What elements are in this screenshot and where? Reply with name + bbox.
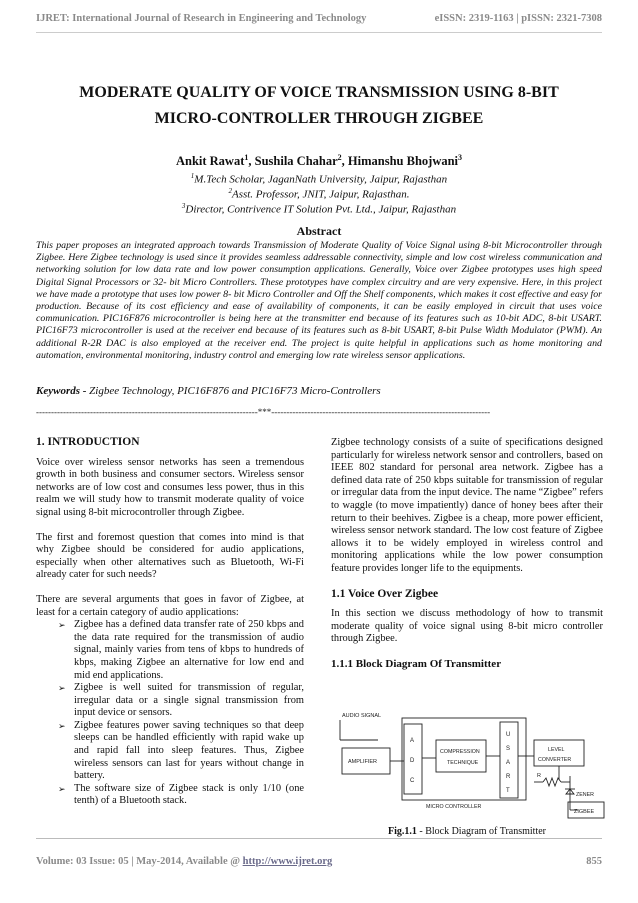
label-usart-t: T	[506, 788, 510, 794]
section-separator: --------------------------------------------------------------------------***-------------------------------------------------------------------------	[36, 407, 491, 417]
label-converter: CONVERTER	[538, 757, 572, 763]
label-usart-a: A	[506, 760, 511, 766]
keywords-label: Keywords -	[36, 385, 87, 397]
label-zigbee: ZIGBEE	[574, 809, 595, 815]
voice-paragraph: In this section we discuss methodology of how to transmit moderate quality of voice signal using 8-bit micro controller through Zigbee.	[331, 608, 603, 645]
voice-over-zigbee-heading: 1.1 Voice Over Zigbee	[331, 587, 439, 600]
footer-rule	[36, 838, 602, 839]
block-diagram-heading: 1.1.1 Block Diagram Of Transmitter	[331, 657, 502, 670]
transmitter-block-diagram	[338, 710, 606, 820]
label-resistor: R	[537, 773, 541, 779]
label-usart-r: R	[506, 774, 511, 780]
arrow-bullet-icon: ➢	[58, 783, 66, 794]
author-1: Ankit Rawat	[175, 154, 245, 169]
label-amplifier: AMPLIFIER	[348, 759, 378, 765]
keywords-text: Zigbee Technology, PIC16F876 and PIC16F73 Micro-Controllers	[89, 385, 381, 397]
label-adc-c: C	[410, 778, 415, 784]
label-micro-controller: MICRO CONTROLLER	[426, 804, 482, 810]
left-column	[36, 436, 304, 808]
author-3: Himanshu Bhojwani	[347, 154, 459, 169]
footer-volume	[36, 856, 332, 867]
list-item-text: Zigbee is well suited for transmission of regular, irregular data or a single signal transmission from input device or sensors.	[74, 682, 304, 719]
journal-header: IJRET: International Journal of Research in Engineering and Technology	[36, 13, 367, 24]
paper-title	[20, 80, 618, 132]
affiliation-2-text: Asst. Professor, JNIT, Jaipur, Rajasthan.	[231, 188, 410, 201]
intro-paragraph-1: Voice over wireless sensor networks has seen a tremendous growth in both business and consumer sectors. Wireless sensor networks are of low cost and consumes less power, thus in this realm we will study how to transmit moderate quality of voice signal using 8-bit microcontroller through Zigbee.	[36, 456, 304, 518]
advantages-list	[36, 619, 304, 808]
intro-paragraph-3: There are several arguments that goes in favor of Zigbee, at least for a certain category of audio applications:	[36, 593, 304, 618]
affiliation-2	[20, 187, 618, 201]
list-item-text: The software size of Zigbee stack is only 1/10 (one tenth) of a Bluetooth stack.	[74, 782, 304, 807]
label-usart-s: S	[506, 746, 511, 752]
list-item	[58, 783, 304, 808]
author-2: Sushila Chahar	[254, 154, 338, 169]
header-rule	[36, 32, 602, 33]
label-level: LEVEL	[548, 747, 565, 753]
figure-caption-text: - Block Diagram of Transmitter	[416, 826, 547, 837]
affiliation-1-sup: 1	[190, 172, 195, 180]
arrow-bullet-icon: ➢	[58, 683, 66, 694]
issn-header: eISSN: 2319-1163 | pISSN: 2321-7308	[434, 13, 602, 24]
affiliation-2-sup: 2	[228, 187, 232, 195]
affiliation-1	[20, 172, 618, 186]
title-line-1: MODERATE QUALITY OF VOICE TRANSMISSION USING 8-BIT	[79, 84, 559, 101]
author-1-sup: 1	[244, 153, 249, 162]
arrow-bullet-icon: ➢	[58, 720, 66, 731]
introduction-heading: 1. INTRODUCTION	[36, 436, 140, 448]
affiliation-3	[20, 202, 618, 216]
right-column	[331, 437, 603, 679]
list-item	[58, 720, 304, 783]
author-3-sup: 3	[458, 153, 463, 162]
footer-volume-text: Volume: 03 Issue: 05 | May-2014, Available @	[36, 856, 243, 867]
author-2-sup: 2	[337, 153, 342, 162]
list-item	[58, 619, 304, 682]
label-adc-d: D	[410, 758, 415, 764]
label-technique: TECHNIQUE	[447, 760, 479, 766]
affiliation-3-sup: 3	[181, 202, 186, 210]
list-item-text: Zigbee features power saving techniques so that deep sleeps can be handled efficiently with rapid wake up and rapid fall into sleep features. Thus, Zigbee wireless sensors can last for years without change in battery.	[74, 719, 304, 782]
abstract-heading: Abstract	[296, 224, 342, 238]
arrow-bullet-icon: ➢	[58, 620, 66, 631]
author-list: Ankit Rawat$^1$, Sushila Chahar$^2$, Himanshu Bhojwani$^3$	[175, 153, 463, 169]
page-number: 855	[586, 856, 602, 867]
label-usart-u: U	[506, 732, 511, 738]
journal-link[interactable]: http://www.ijret.org	[242, 856, 333, 867]
list-item	[58, 682, 304, 720]
affiliation-1-text: M.Tech Scholar, JaganNath University, Jaipur, Rajasthan	[194, 173, 448, 186]
list-item-text: Zigbee has a defined data transfer rate of 250 kbps and the data rate required for the transmission of audio signal, mainly varies from tens of kbps to hundreds of kbps, making Zigbee an alternative for low end and mid end applications.	[74, 619, 304, 681]
intro-paragraph-2: The first and foremost question that comes into mind is that why Zigbee should be considered for audio applications, especially when other alternatives such as Bluetooth, Wi-Fi already cater for such needs?	[36, 531, 304, 581]
figure-caption-label: Fig.1.1	[387, 826, 417, 837]
title-line-2: MICRO-CONTROLLER THROUGH ZIGBEE	[154, 110, 484, 127]
zigbee-paragraph: Zigbee technology consists of a suite of specifications designed particularly for wireless network sensor and controllers, based on IEEE 802 standard for personal area network. Zigbee has a defined data rate of 250 kbps suitable for transmission of regular or irregular data from the input device. The name “Zigbee” refers to waggle (to move impatiently) dance of honey bees after their return to their beehives. Zigbee is a cheap, more power efficient, wireless sensor network standard. The low cost feature of Zigbee allows it to be widely employed in wireless control and monitoring applications while the low power consumption feature provides longer life to the equipments.	[331, 437, 603, 574]
label-adc-a: A	[410, 738, 415, 744]
figure-caption	[331, 826, 603, 837]
label-compression: COMPRESSION	[440, 749, 480, 755]
keywords	[36, 385, 602, 397]
affiliation-3-text: Director, Contrivence IT Solution Pvt. Ltd., Jaipur, Rajasthan	[185, 203, 457, 216]
label-zener: ZENER	[576, 792, 594, 798]
label-audio-signal: AUDIO SIGNAL	[342, 713, 382, 719]
abstract-text: This paper proposes an integrated approach towards Transmission of Moderate Quality of Voice Signal using 8-bit Microcontroller through Zigbee. Here Zigbee technology is used since it provides seamless addressable connectivity, simple and low cost wireless communication and networking solution for low data rate and low power consumption applications. Generally, Voice over Zigbee prototypes uses high speed Digital Signal Processors or 32- bit Micro Controllers. These prototypes have complex circuitry and are very expensive. Here, in this project we have made a prototype that uses low power 8- bit Micro Controller and Off the Shelf components, which makes it cost effective and easy for production. Because of its cost efficiency and ease of availability of components, it can be easily employed in circuit that uses voice communication. PIC16F876 microcontroller is being here at the transmitter end because of its features such as 10-bit ADC, 8-bit USART. PIC16F73 microcontroller is used at the receiver end because of its features such as 8-bit USART, 8-bit Pulse Width Modulator (PWM). An additional R-2R DAC is also employed at the receiver end. The project is quite helpful in applications such as home monitoring and automation, environmental monitoring, industry control and emerging low rate wireless sensor applications.	[36, 240, 602, 361]
